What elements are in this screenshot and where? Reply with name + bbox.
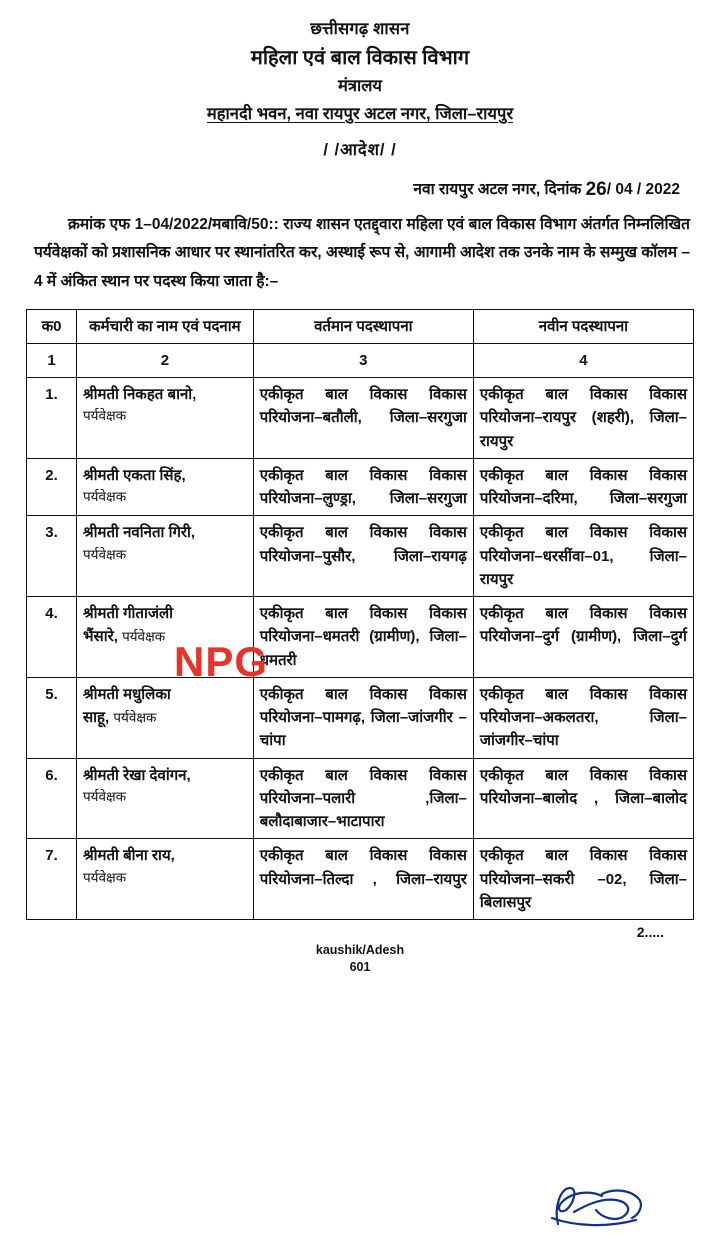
- table-row: [27, 677, 694, 758]
- row-sno: 5.: [27, 677, 77, 758]
- row-new-posting: एकीकृत बाल विकास विकास परियोजना–अकलतरा, जिला–जांजगीर–चांपा: [473, 677, 693, 758]
- row-current-posting: एकीकृत बाल विकास विकास परियोजना–तिल्दा , जिला–रायपुर: [253, 839, 473, 920]
- col-num-4: 4: [473, 343, 693, 377]
- order-body-paragraph: [26, 211, 694, 297]
- row-name: श्रीमती एकता सिंह,: [83, 466, 186, 484]
- row-name: श्रीमती नवनिता गिरी,: [83, 524, 196, 542]
- row-designation: पर्यवेक्षक: [83, 788, 127, 804]
- table-header-row: [27, 309, 694, 343]
- row-new-posting: एकीकृत बाल विकास विकास परियोजना–दुर्ग (ग्रामीण), जिला–दुर्ग: [473, 597, 693, 678]
- row-name-cell: [77, 839, 254, 920]
- header-line-department: महिला एवं बाल विकास विभाग: [250, 46, 470, 69]
- row-sno: 6.: [27, 758, 77, 839]
- table-header-sno: क0: [27, 309, 77, 343]
- table-column-number-row: [27, 343, 694, 377]
- date-day: 26: [585, 178, 607, 200]
- row-new-posting: एकीकृत बाल विकास विकास परियोजना–दरिमा, जिला–सरगुजा: [473, 458, 693, 516]
- table-row: [27, 597, 694, 678]
- row-name-part2: साहू,: [83, 709, 110, 727]
- row-current-posting: एकीकृत बाल विकास विकास परियोजना–पलारी ,जिला–बलौदाबाजार–भाटापारा: [253, 758, 473, 839]
- row-new-posting: एकीकृत बाल विकास विकास परियोजना–रायपुर (शहरी), जिला–रायपुर: [473, 378, 693, 459]
- row-designation: पर्यवेक्षक: [113, 710, 157, 726]
- row-name: श्रीमती निकहत बानो,: [83, 386, 197, 404]
- document-footer: [26, 942, 694, 976]
- row-sno: 3.: [27, 516, 77, 597]
- footer-reference: kaushik/Adesh: [315, 943, 405, 958]
- watermark-npg: NPG: [174, 638, 269, 685]
- transfer-table: [26, 309, 694, 921]
- row-current-posting: एकीकृत बाल विकास विकास परियोजना–धमतरी (ग्रामीण), जिला–धमतरी: [253, 597, 473, 678]
- col-num-3: 3: [253, 343, 473, 377]
- table-row: [27, 458, 694, 516]
- row-name: श्रीमती बीना राय,: [83, 847, 175, 865]
- row-sno: 2.: [27, 458, 77, 516]
- row-designation: पर्यवेक्षक: [83, 869, 127, 885]
- row-name-part2: भैंसारे,: [83, 628, 118, 646]
- row-sno: 4.: [27, 597, 77, 678]
- table-header-new: नवीन पदस्थापना: [473, 309, 693, 343]
- row-designation: पर्यवेक्षक: [83, 546, 127, 562]
- row-sno: 1.: [27, 378, 77, 459]
- place-and-date: [26, 177, 694, 201]
- row-name-cell: [77, 516, 254, 597]
- place-text: नवा रायपुर अटल नगर,: [413, 180, 541, 198]
- row-name-cell: [77, 677, 254, 758]
- header-line-ministry: मंत्रालय: [337, 76, 382, 95]
- row-current-posting: एकीकृत बाल विकास विकास परियोजना–बतौली, जिला–सरगुजा: [253, 378, 473, 459]
- row-name: श्रीमती रेखा देवांगन,: [83, 766, 191, 784]
- order-body-text: क्रमांक एफ 1–04/2022/मबावि/50:: राज्य शासन एतद्द्वारा महिला एवं बाल विकास विभाग अंतर्गत निम्नलिखित पर्यवेक्षकों को प्रशासनिक आधार पर स्थानांतरित कर, अस्थाई रूप से, आगामी आदेश तक उनके नाम के सम्मुख कॉलम –4 में अंकित स्थान पर पदस्थ किया जाता है:–: [34, 215, 690, 291]
- row-new-posting: एकीकृत बाल विकास विकास परियोजना–सकरी –02, जिला–बिलासपुर: [473, 839, 693, 920]
- row-name-cell: [77, 758, 254, 839]
- row-name-second-line: [83, 625, 247, 648]
- row-name-second-line: [83, 706, 247, 729]
- row-new-posting: एकीकृत बाल विकास विकास परियोजना–बालोद , जिला–बालोद: [473, 758, 693, 839]
- footer-number: 601: [349, 960, 371, 975]
- row-sno: 7.: [27, 839, 77, 920]
- col-num-2: 2: [77, 343, 254, 377]
- row-current-posting: एकीकृत बाल विकास विकास परियोजना–पुसौर, जिला–रायगढ़: [253, 516, 473, 597]
- row-name: श्रीमती गीताजंली: [83, 605, 174, 623]
- date-rest: / 04 / 2022: [606, 180, 680, 198]
- date-label: दिनांक: [544, 180, 582, 198]
- header-line-government: छत्तीसगढ़ शासन: [310, 20, 410, 38]
- row-designation: पर्यवेक्षक: [122, 629, 166, 645]
- row-name-cell: [77, 597, 254, 678]
- table-row: [27, 516, 694, 597]
- row-designation: पर्यवेक्षक: [83, 408, 127, 424]
- row-name-cell: [77, 458, 254, 516]
- row-name-cell: [77, 378, 254, 459]
- table-header-name: कर्मचारी का नाम एवं पदनाम: [77, 309, 254, 343]
- row-current-posting: एकीकृत बाल विकास विकास परियोजना–पामगढ़, जिला–जांजगीर –चांपा: [253, 677, 473, 758]
- table-row: [27, 758, 694, 839]
- document-header: [26, 18, 694, 163]
- row-new-posting: एकीकृत बाल विकास विकास परियोजना–धरसींवा–01, जिला–रायपुर: [473, 516, 693, 597]
- header-line-address: महानदी भवन, नवा रायपुर अटल नगर, जिला–रायपुर: [206, 104, 514, 123]
- row-name: श्रीमती मधुलिका: [83, 685, 171, 703]
- table-header-current: वर्तमान पदस्थापना: [253, 309, 473, 343]
- header-line-order: / /आदेश/ /: [323, 140, 397, 159]
- signature: [544, 1178, 654, 1234]
- col-num-1: 1: [27, 343, 77, 377]
- page-number: 2.....: [636, 924, 664, 941]
- table-row: [27, 378, 694, 459]
- row-designation: पर्यवेक्षक: [83, 489, 127, 505]
- table-row: [27, 839, 694, 920]
- row-current-posting: एकीकृत बाल विकास विकास परियोजना–लुण्ड्रा, जिला–सरगुजा: [253, 458, 473, 516]
